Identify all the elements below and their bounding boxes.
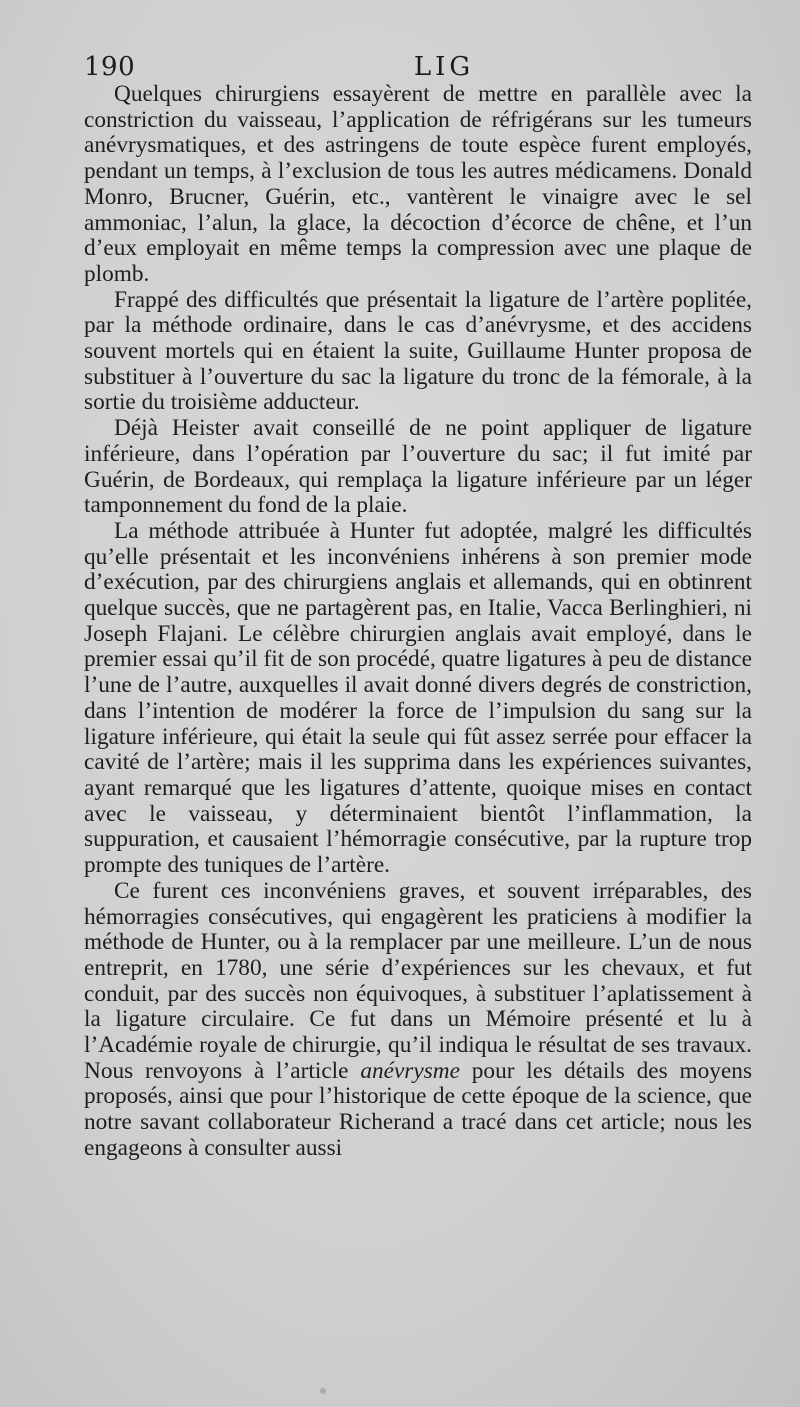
paragraph-5-italic-term: anévrysme [360,1057,460,1084]
page-header [84,52,752,84]
page-number: 190 [84,52,136,82]
running-head: LIG [413,52,475,82]
paragraph-3: Déjà Heister avait conseillé de ne point appliquer de ligature inférieure, dans l’opération par l’ouverture du sac; il fut imité par Guérin, de Bordeaux, qui remplaça la ligature inférieure par un léger tamponnement du fond de la plaie. [84,415,752,519]
paper-mark [320,1388,326,1394]
paragraph-5-text-after: pour les détails des moyens proposés, ainsi que pour l’historique de cette époque de la science, que notre savant collaborateur Richerand a tracé dans cet article; nous les engageons à consulter aussi [84,1057,753,1161]
paragraph-5 [84,879,752,1162]
paragraph-5-text-before: Ce furent ces inconvéniens graves, et souvent irréparables, des hémorragies consécutives, qui engagèrent les praticiens à modifier la méthode de Hunter, ou à la remplacer par une meilleure. L’un de nous entreprit, en 1780, une série d’expériences sur les chevaux, et fut conduit, par des succès non équivoques, à substituer l’aplatissement à la ligature circulaire. Ce fut dans un Mémoire présenté et lu à l’Académie royale de chirurgie, qu’il indiqua le résultat de ses travaux. Nous renvoyons à l’article [84,877,752,1084]
paragraph-2: Frappé des difficultés que présentait la ligature de l’artère poplitée, par la méthode ordinaire, dans le cas d’anévrysme, et des accidens souvent mortels qui en étaient la suite, Guillaume Hunter proposa de substituer à l’ouverture du sac la ligature du tronc de la fémorale, à la sortie du troisième adducteur. [84,286,752,416]
body-text [84,82,752,1162]
paragraph-4: La méthode attribuée à Hunter fut adoptée, malgré les difficultés qu’elle présentait et les inconvéniens inhérens à son premier mode d’exécution, par des chirurgiens anglais et allemands, qui en obtinrent quelque succès, que ne partagèrent pas, en Italie, Vacca Berlinghieri, ni Joseph Flajani. Le célèbre chirurgien anglais avait employé, dans le premier essai qu’il fit de son procédé, quatre ligatures à peu de distance l’une de l’autre, auxquelles il avait donné divers degrés de constriction, dans l’intention de modérer la force de l’impulsion du sang sur la ligature inférieure, qui était la seule qui fût assez serrée pour effacer la cavité de l’artère; mais il les supprima dans les expériences suivantes, ayant remarqué que les ligatures d’attente, quoique mises en contact avec le vaisseau, y déterminaient bientôt l’inflammation, la suppuration, et causaient l’hémorragie consécutive, par la rupture trop prompte des tuniques de l’artère. [84,517,752,879]
paragraph-1: Quelques chirurgiens essayèrent de mettre en parallèle avec la constriction du vaisseau, l’application de réfrigérans sur les tumeurs anévrysmatiques, et des astringens de toute espèce furent employés, pendant un temps, à l’exclusion de tous les autres médicamens. Donald Monro, Brucner, Guérin, etc., vantèrent le vinaigre avec le sel ammoniac, l’alun, la glace, la décoction d’écorce de chêne, et l’un d’eux employait en même temps la compression avec une plaque de plomb. [84,81,752,287]
